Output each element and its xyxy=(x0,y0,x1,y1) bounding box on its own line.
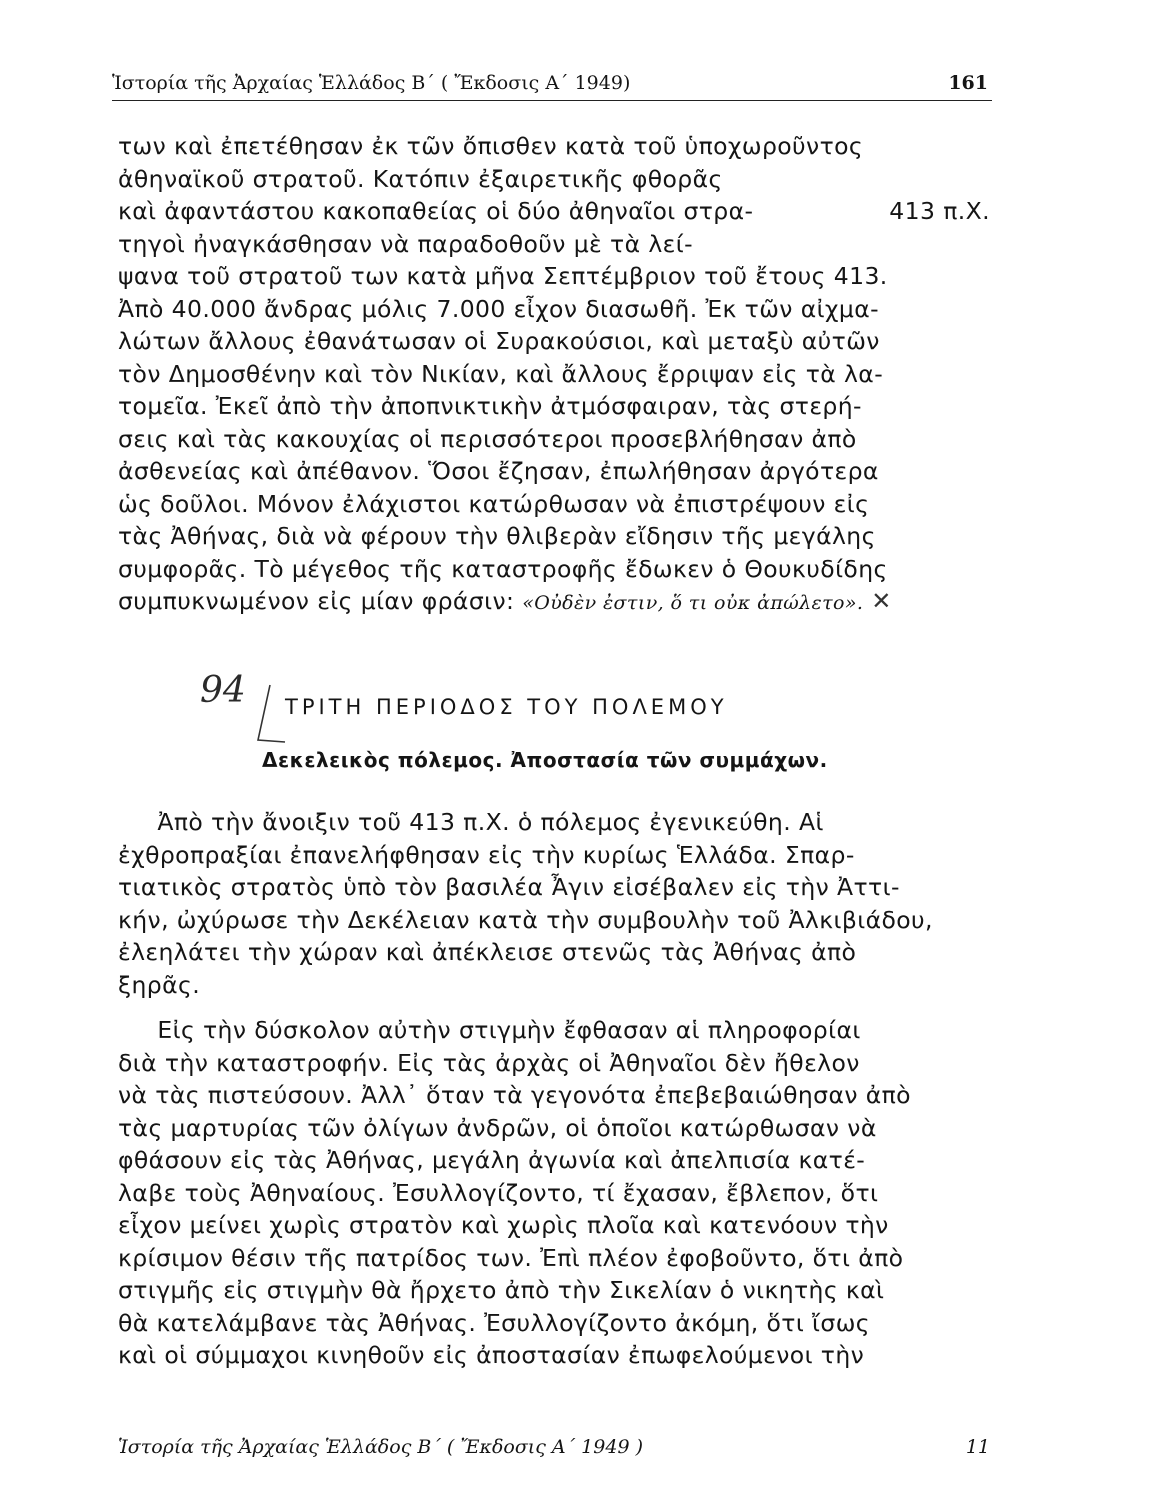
text-line: νὰ τὰς πιστεύσουν. Ἀλλ᾽ ὅταν τὰ γεγονότα ἐπεβεβαιώθησαν ἀπὸ xyxy=(118,1081,911,1109)
text-line: φθάσουν εἰς τὰς Ἀθήνας, μεγάλη ἀγωνία καὶ ἀπελπισία κατέ- xyxy=(118,1146,866,1174)
footer-title: Ἱστορία τῆς Ἀρχαίας Ἑλλάδος Β΄ ( Ἔκδοσις Α΄ 1949 ) xyxy=(118,1436,643,1458)
running-header xyxy=(112,70,992,101)
text-line: τὰς μαρτυρίας τῶν ὀλίγων ἀνδρῶν, οἱ ὁποῖοι κατώρθωσαν νὰ xyxy=(118,1113,877,1142)
text-line: ξηρᾶς. xyxy=(118,970,201,999)
text-line: θὰ κατελάμβανε τὰς Ἀθήνας. Ἐσυλλογίζοντο ἀκόμη, ὅτι ἴσως xyxy=(118,1308,870,1337)
header-page-number: 161 xyxy=(948,72,988,94)
text-line: Ἀπὸ 40.000 ἄνδρας μόλις 7.000 εἶχον διασωθῆ. Ἐκ τῶν αἰχμα- xyxy=(118,294,880,323)
text-line: λαβε τοὺς Ἀθηναίους. Ἐσυλλογίζοντο, τί ἔχασαν, ἔβλεπον, ὅτι xyxy=(118,1178,879,1207)
text-line: καὶ οἱ σύμμαχοι κινηθοῦν εἰς ἀποστασίαν ἐπωφελούμενοι τὴν xyxy=(118,1341,865,1369)
text-line: διὰ τὴν καταστροφήν. Εἰς τὰς ἀρχὰς οἱ Ἀθηναῖοι δὲν ἤθελον xyxy=(118,1048,860,1077)
text-line: τὸν Δημοσθένην καὶ τὸν Νικίαν, καὶ ἄλλους ἔρριψαν εἰς τὰ λα- xyxy=(118,359,884,388)
text-line-with-margin xyxy=(118,195,990,228)
text-line: εἶχον μείνει χωρὶς στρατὸν καὶ χωρὶς πλοῖα καὶ κατενόουν τὴν xyxy=(118,1211,889,1239)
text-line-with-quote xyxy=(118,585,990,618)
text-line: τὰς Ἀθήνας, διὰ νὰ φέρουν τὴν θλιβερὰν εἴδησιν τῆς μεγάλης xyxy=(118,522,876,550)
text-line: Ἀπὸ τὴν ἄνοιξιν τοῦ 413 π.Χ. ὁ πόλεμος ἐγενικεύθη. Αἱ xyxy=(118,808,824,836)
text-line: λώτων ἄλλους ἐθανάτωσαν οἱ Συρακούσιοι, καὶ μεταξὺ αὐτῶν xyxy=(118,327,880,355)
header-title: Ἱστορία τῆς Ἀρχαίας Ἑλλάδος Β΄ ( Ἔκδοσις Α΄ 1949) xyxy=(112,72,631,94)
thucydides-quote: «Οὐδὲν ἐστιν, ὅ τι οὐκ ἀπώλετο». xyxy=(522,592,864,614)
text-line: ἀσθενείας καὶ ἀπέθανον. Ὅσοι ἔζησαν, ἐπωλήθησαν ἀργότερα xyxy=(118,457,879,485)
text-line: ψανα τοῦ στρατοῦ των κατὰ μῆνα Σεπτέμβριον τοῦ ἔτους 413. xyxy=(118,262,888,290)
text-line: τηγοὶ ἠναγκάσθησαν νὰ παραδοθοῦν μὲ τὰ λεί- xyxy=(118,229,693,258)
paragraph-1 xyxy=(118,130,990,618)
text-line: ἐλεηλάτει τὴν χώραν καὶ ἀπέκλεισε στενῶς τὰς Ἀθήνας ἀπὸ xyxy=(118,938,857,966)
text-line: καὶ ἀφαντάστου κακοπαθείας οἱ δύο ἀθηναῖοι στρα- xyxy=(118,197,754,225)
paragraph-3 xyxy=(118,1014,990,1372)
text-line: σεις καὶ τὰς κακουχίας οἱ περισσότεροι προσεβλήθησαν ἀπὸ xyxy=(118,424,857,453)
handwritten-annotation: 94 xyxy=(200,670,246,711)
text-line: ὡς δοῦλοι. Μόνον ἐλάχιστοι κατώρθωσαν νὰ ἐπιστρέψουν εἰς xyxy=(118,489,870,518)
handwritten-bracket-icon xyxy=(240,680,290,750)
text-line: ἀθηναϊκοῦ στρατοῦ. Κατόπιν ἐξαιρετικῆς φθορᾶς xyxy=(118,164,723,193)
section-title: ΤΡΙΤΗ ΠΕΡΙΟΔΟΣ ΤΟΥ ΠΟΛΕΜΟΥ xyxy=(285,695,728,719)
text-line: συμφορᾶς. Τὸ μέγεθος τῆς καταστροφῆς ἔδωκεν ὁ Θουκυδίδης xyxy=(118,554,888,583)
text-line: των καὶ ἐπετέθησαν ἐκ τῶν ὄπισθεν κατὰ τοῦ ὑποχωροῦντος xyxy=(118,132,864,160)
section-subtitle: Δεκελεικὸς πόλεμος. Ἀποστασία τῶν συμμάχων. xyxy=(262,748,828,772)
text-line: στιγμῆς εἰς στιγμὴν θὰ ἤρχετο ἀπὸ τὴν Σικελίαν ὁ νικητὴς καὶ xyxy=(118,1276,885,1304)
text-line: τιατικὸς στρατὸς ὑπὸ τὸν βασιλέα Ἆγιν εἰσέβαλεν εἰς τὴν Ἀττι- xyxy=(118,873,900,901)
text-line: τομεῖα. Ἐκεῖ ἀπὸ τὴν ἀποπνικτικὴν ἀτμόσφαιραν, τὰς στερή- xyxy=(118,392,862,420)
text-line: Εἰς τὴν δύσκολον αὐτὴν στιγμὴν ἔφθασαν αἱ πληροφορίαι xyxy=(118,1016,861,1044)
text-line: κρίσιμον θέσιν τῆς πατρίδος των. Ἐπὶ πλέον ἐφοβοῦντο, ὅτι ἀπὸ xyxy=(118,1243,904,1272)
running-footer xyxy=(118,1436,990,1466)
cross-mark-icon: ✕ xyxy=(871,587,892,615)
text-line: κήν, ὠχύρωσε τὴν Δεκέλειαν κατὰ τὴν συμβουλὴν τοῦ Ἀλκιβιάδου, xyxy=(118,905,933,934)
text-line: ἐχθροπραξίαι ἐπανελήφθησαν εἰς τὴν κυρίως Ἑλλάδα. Σπαρ- xyxy=(118,840,855,869)
paragraph-2 xyxy=(118,806,990,1001)
margin-date-note: 413 π.Χ. xyxy=(889,197,990,225)
footer-page-number: 11 xyxy=(965,1436,990,1458)
text-line: συμπυκνωμένον εἰς μίαν φράσιν: xyxy=(118,587,515,615)
